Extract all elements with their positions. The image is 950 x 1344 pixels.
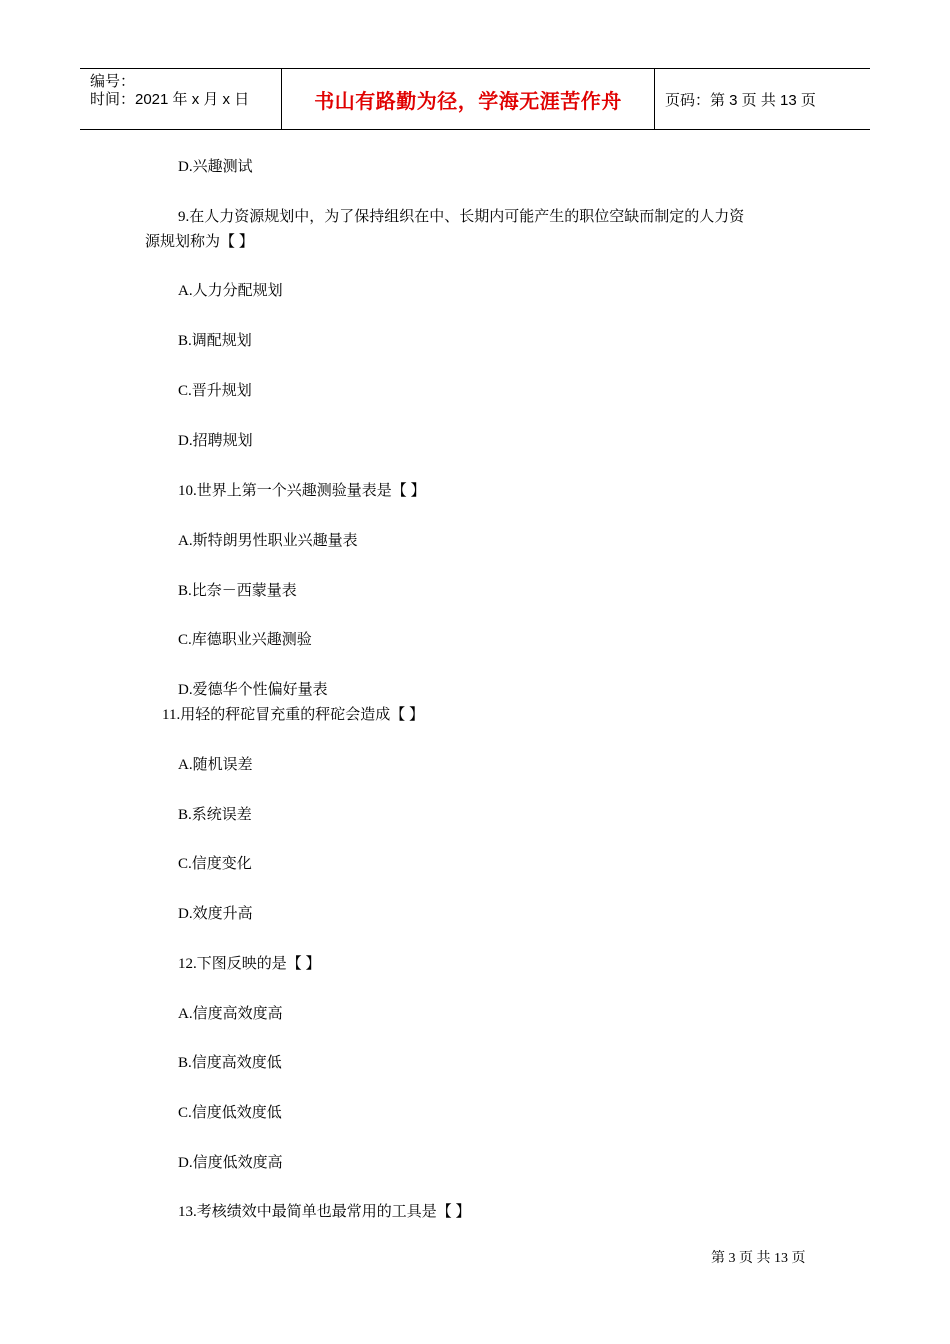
question-line: 10.世界上第一个兴趣测验量表是【 】 xyxy=(178,483,426,499)
page-header xyxy=(80,68,870,130)
option-line: D.兴趣测试 xyxy=(178,159,253,175)
header-motto-cell xyxy=(282,69,655,129)
option-line: B.系统误差 xyxy=(178,807,252,823)
option-line: B.信度高效度低 xyxy=(178,1055,282,1071)
header-page-number: 页码：第 3 页 共 13 页 xyxy=(665,91,816,109)
question-line: 9.在人力资源规划中，为了保持组织在中、长期内可能产生的职位空缺而制定的人力资 xyxy=(178,209,745,225)
option-line: A.斯特朗男性职业兴趣量表 xyxy=(178,533,358,549)
option-line: A.人力分配规划 xyxy=(178,283,283,299)
option-line: D.效度升高 xyxy=(178,906,253,922)
option-line: C.信度低效度低 xyxy=(178,1105,282,1121)
option-line: D.招聘规划 xyxy=(178,433,253,449)
header-page-info xyxy=(655,69,870,129)
page-footer: 第 3 页 共 13 页 xyxy=(711,1251,806,1266)
option-line: A.信度高效度高 xyxy=(178,1006,283,1022)
question-line: 源规划称为【 】 xyxy=(145,234,254,250)
question-line: 13.考核绩效中最简单也最常用的工具是【 】 xyxy=(178,1204,471,1220)
document-date: 时间：2021 年 x 月 x 日 xyxy=(90,91,250,108)
option-line: D.爱德华个性偏好量表 xyxy=(178,682,328,698)
option-line: D.信度低效度高 xyxy=(178,1155,283,1171)
question-line: 12.下图反映的是【 】 xyxy=(178,956,321,972)
document-number-label: 编号： xyxy=(90,73,136,90)
question-line: 11.用轻的秤砣冒充重的秤砣会造成【 】 xyxy=(162,707,424,723)
header-meta xyxy=(80,69,282,129)
option-line: B.调配规划 xyxy=(178,333,252,349)
option-line: C.信度变化 xyxy=(178,856,252,872)
option-line: C.库德职业兴趣测验 xyxy=(178,632,312,648)
option-line: A.随机误差 xyxy=(178,757,253,773)
option-line: B.比奈－西蒙量表 xyxy=(178,583,297,599)
header-motto: 书山有路勤为径，学海无涯苦作舟 xyxy=(314,88,622,113)
option-line: C.晋升规划 xyxy=(178,383,252,399)
